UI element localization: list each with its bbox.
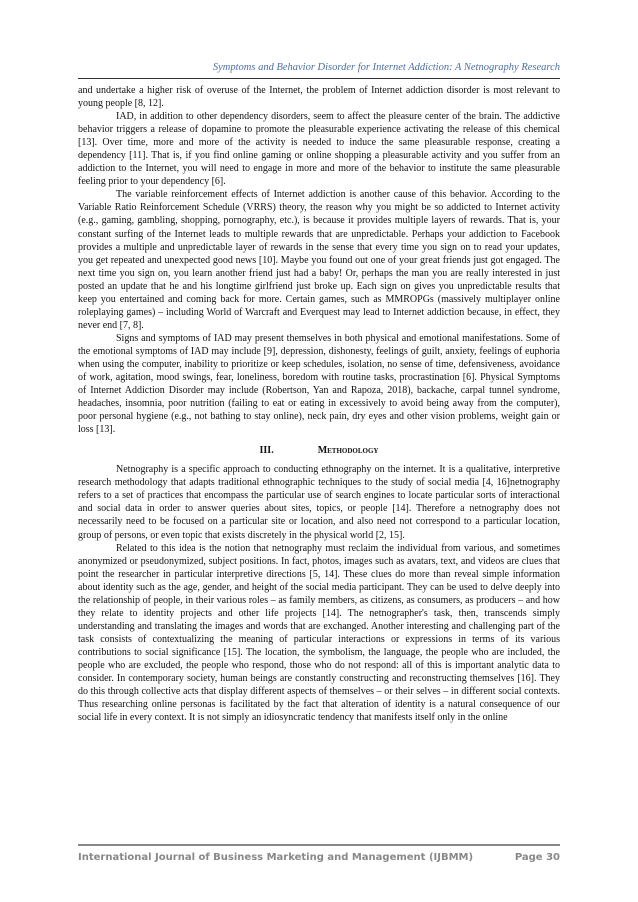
body-text [78,84,560,724]
running-header: Symptoms and Behavior Disorder for Internet Addiction: A Netnography Research [212,62,560,73]
section-number: III. [259,445,274,457]
paragraph: and undertake a higher risk of overuse of the Internet, the problem of Internet addiction disorder is most relevant to young people [8, 12]. [78,85,560,110]
paragraph: The variable reinforcement effects of Internet addiction is another cause of this behavior. According to the Variable Ratio Reinforcement Schedule (VRRS) theory, the reason why you might be so addicted to Internet activity (e.g., gaming, gambling, shopping, pornography, etc.), is because it provides multiple layers of rewards. That is, your constant surfing of the Internet leads to multiple rewards that are unpredictable. Perhaps your addiction to Facebook provides a multiple and unpredictable layer of rewards in the sense that every time you sign on to read your updates, you get repeated and unexpected good news [10]. Maybe you found out one of your great friends just got engaged. The next time you sign on, you learn another friend just had a baby! Or, perhaps the man you are really interested in just posted an update that he and his longtime girlfriend just broke up. Each sign on gives you unpredictable results that keep you entertained and coming back for more. Certain games, such as MMROPGs (massively multiplayer online roleplaying games) – including World of Warcraft and Everquest may lead to Internet addiction because, in effect, they never end [7, 8]. [78,189,560,331]
paragraph: Related to this idea is the notion that netnography must reclaim the individual from various, and sometimes anonymized or pseudonymized, subject positions. In fact, photos, images such as avatars, text, and videos are clues that point the researcher in particular interpretive directions [5, 14]. These clues do more than reveal simple information about identity such as the age, gender, and height of the social media participant. They can be used to delve deeply into the relationship of people, in their various roles – as family members, as citizens, as consumers, as producers – and how they relate to identity projects and other life projects [14]. The netnographer's task, then, transcends simply understanding and translating the images and words that are exchanged. Another interesting and challenging part of the task consists of contextualizing the meaning of particular interactions or expressions in terms of its various contributions to social significance [15]. The location, the symbolism, the language, the people who are included, the people who are excluded, the people who respond, those who do not respond: all of this is important analytic data to consider. In contemporary society, human beings are constantly constructing and reconstructing themselves [16]. They do this through collective acts that display different aspects of themselves – or their selves – in different social contexts. Thus researching online personas is facilitated by the fact that alteration of identity is a natural consequence of our social life in every context. It is not simply an idiosyncratic tendency that manifests itself only in the online [78,542,560,724]
header-rule [78,78,560,79]
paragraph: Netnography is a specific approach to conducting ethnography on the internet. It is a qualitative, interpretive research methodology that adapts traditional ethnographic techniques to the study of social media [4, 16]netnography refers to a set of practices that encompass the particular use of search engines to locate particular sorts of interactional and social data in order to answer queries about sites, topics, or people [14]. Therefore a netnography does not necessarily need to be focused on a particular site or location, and also need not correspond to a particular location, group of persons, or even topic that exists discretely in the physical world [2, 15]. [78,464,560,541]
page-number: Page 30 [514,852,560,863]
footer [78,852,560,863]
journal-name: International Journal of Business Marketing and Management (IJBMM) [78,852,474,863]
section-heading [78,444,560,457]
footer-rule [78,844,560,846]
paragraph: Signs and symptoms of IAD may present themselves in both physical and emotional manifestations. Some of the emotional symptoms of IAD may include [9], depression, dishonesty, feelings of guilt, anxiety, feelings of euphoria when using the computer, inability to prioritize or keep schedules, isolation, no sense of time, defensiveness, avoidance of work, agitation, mood swings, fear, loneliness, boredom with routine tasks, procrastination [6]. Physical Symptoms of Internet Addiction Disorder may include (Robertson, Yan and Rapoza, 2018), backache, carpal tunnel syndrome, headaches, insomnia, poor nutrition (failing to eat or eating in excessively to avoid being away from the computer), poor personal hygiene (e.g., not bathing to stay online), neck pain, dry eyes and other vision problems, weight gain or loss [13]. [78,332,560,436]
paragraph: IAD, in addition to other dependency disorders, seem to affect the pleasure center of the brain. The addictive behavior triggers a release of dopamine to promote the pleasurable experience activating the release of this chemical [13]. Over time, more and more of the activity is needed to induce the same pleasurable response, creating a dependency [11]. That is, if you find online gaming or online shopping a pleasurable activity and you suffer from an addiction to the Internet, you will need to engage in more and more of the behavior to institute the same pleasurable feeling prior to your dependency [6]. [78,111,560,188]
section-title: Methodology [317,445,379,457]
